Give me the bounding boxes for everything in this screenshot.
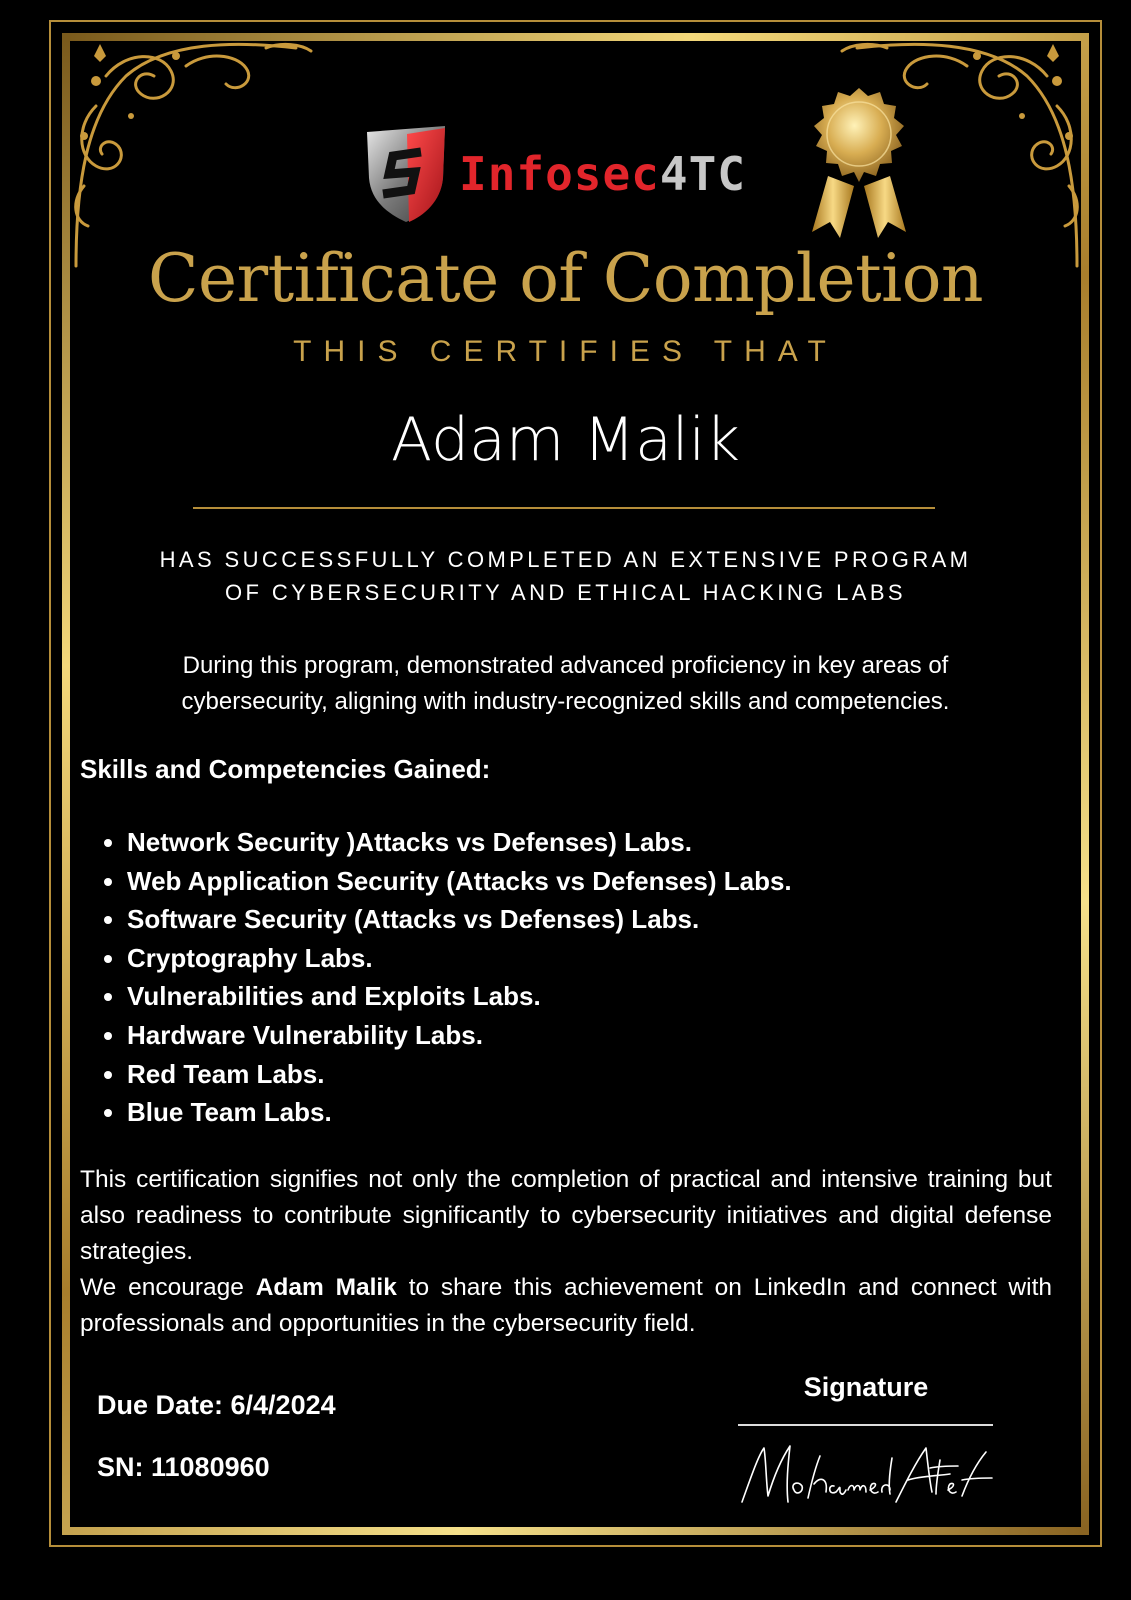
- shield-icon: [363, 124, 449, 224]
- skills-list: [80, 823, 792, 1132]
- serial-number: SN: 11080960: [97, 1452, 270, 1482]
- completion-statement: [0, 543, 1131, 609]
- encourage-prefix: We encourage: [80, 1274, 244, 1301]
- skills-heading: Skills and Competencies Gained:: [80, 754, 491, 784]
- skill-item: • Blue Team Labs.: [127, 1093, 792, 1132]
- program-description-line-2: cybersecurity, aligning with industry-recognized skills and competencies.: [181, 688, 950, 715]
- closing-paragraph: This certification signifies not only the completion of practical and intensive training but also readiness to contribute significantly to cybersecurity initiatives and digital defense strategies.: [80, 1166, 1052, 1265]
- skill-item: • Software Security (Attacks vs Defenses) Labs.: [127, 900, 792, 939]
- encourage-suffix: to share this achievement on LinkedIn and connect with professionals and opportunities in the cybersecurity field.: [80, 1274, 1053, 1337]
- program-description: [0, 648, 1131, 720]
- skill-item: • Hardware Vulnerability Labs.: [127, 1016, 792, 1055]
- skill-item: • Web Application Security (Attacks vs Defenses) Labs.: [127, 862, 792, 901]
- recipient-name: Adam Malik: [391, 405, 740, 475]
- due-date: Due Date: 6/4/2024: [97, 1390, 336, 1420]
- handwritten-signature: [736, 1440, 998, 1510]
- gold-seal-icon: [798, 86, 920, 240]
- brand-logo: [363, 124, 746, 224]
- encourage-paragraph: [80, 1270, 1052, 1342]
- completion-line-1: HAS SUCCESSFULLY COMPLETED AN EXTENSIVE PROGRAM: [159, 547, 972, 572]
- certificate-title: Certificate of Completion: [148, 240, 983, 317]
- name-underline: [193, 507, 935, 509]
- certifies-subtitle: THIS CERTIFIES THAT: [293, 335, 838, 368]
- completion-line-2: OF CYBERSECURITY AND ETHICAL HACKING LABS: [225, 580, 906, 605]
- skill-item: • Vulnerabilities and Exploits Labs.: [127, 977, 792, 1016]
- signature-line: [738, 1424, 993, 1426]
- encourage-name: Adam Malik: [255, 1274, 397, 1301]
- skill-item: • Network Security )Attacks vs Defenses) Labs.: [127, 823, 792, 862]
- closing-text: [80, 1162, 1052, 1342]
- skill-item: • Red Team Labs.: [127, 1055, 792, 1094]
- signature-label: Signature: [803, 1372, 929, 1402]
- program-description-line-1: During this program, demonstrated advanced proficiency in key areas of: [182, 652, 949, 679]
- brand-wordmark-grey: 4TC: [659, 147, 746, 201]
- skill-item: • Cryptography Labs.: [127, 939, 792, 978]
- brand-wordmark-red: Infosec: [459, 147, 660, 201]
- brand-wordmark: [459, 147, 746, 201]
